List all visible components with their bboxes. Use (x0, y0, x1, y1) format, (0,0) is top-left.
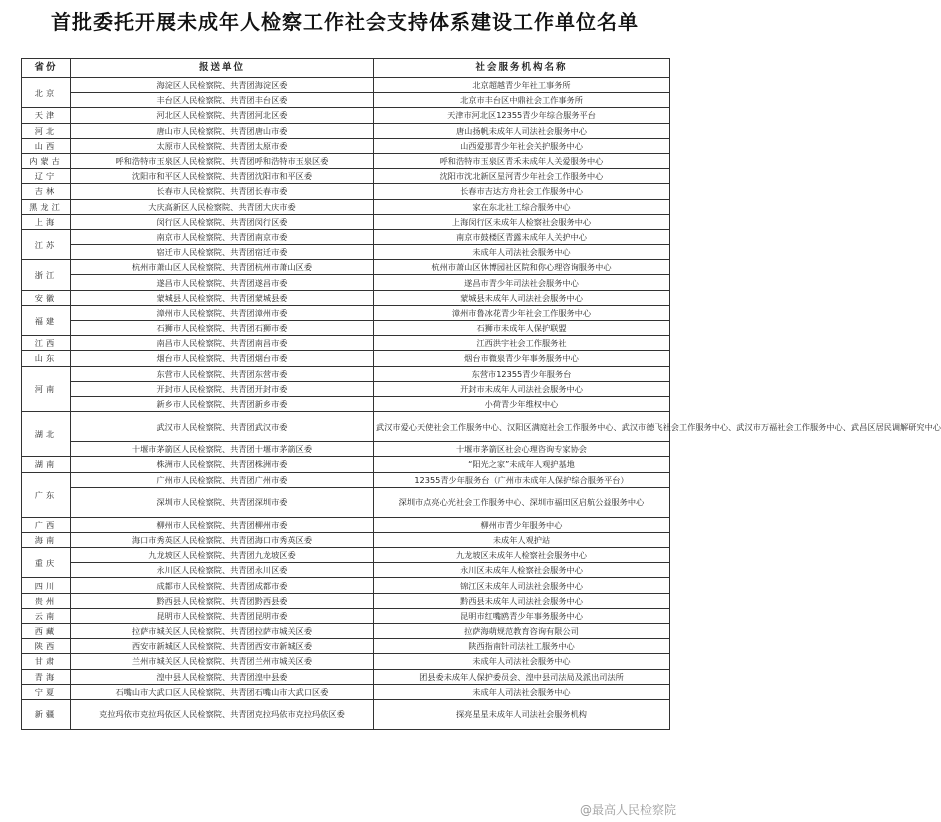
province-cell: 广西 (22, 517, 71, 532)
unit-cell: 南京市人民检察院、共青团南京市委 (71, 229, 374, 244)
table-row (22, 108, 670, 123)
province-cell: 新疆 (22, 699, 71, 729)
org-cell: 永川区未成年人检察社会服务中心 (374, 563, 670, 578)
table-row (22, 548, 670, 563)
table-row (22, 396, 670, 411)
unit-cell: 大庆高新区人民检察院、共青团大庆市委 (71, 199, 374, 214)
unit-list-table (21, 58, 941, 730)
unit-cell: 丰台区人民检察院、共青团丰台区委 (71, 93, 374, 108)
unit-cell: 湟中县人民检察院、共青团湟中县委 (71, 669, 374, 684)
header-unit: 报送单位 (71, 59, 374, 78)
org-cell: 遂昌市青少年司法社会服务中心 (374, 275, 670, 290)
table-row (22, 275, 670, 290)
org-cell: 深圳市点亮心光社会工作服务中心、深圳市福田区启航公益服务中心 (374, 487, 670, 517)
unit-cell: 长春市人民检察院、共青团长春市委 (71, 184, 374, 199)
unit-cell: 遂昌市人民检察院、共青团遂昌市委 (71, 275, 374, 290)
unit-cell: 克拉玛依市克拉玛依区人民检察院、共青团克拉玛依市克拉玛依区委 (71, 699, 374, 729)
table-row (22, 472, 670, 487)
province-cell: 湖南 (22, 457, 71, 472)
org-cell: 长春市吉达方舟社会工作服务中心 (374, 184, 670, 199)
province-cell: 江苏 (22, 229, 71, 259)
unit-cell: 海淀区人民检察院、共青团海淀区委 (71, 78, 374, 93)
province-cell: 山东 (22, 351, 71, 366)
unit-cell: 蒙城县人民检察院、共青团蒙城县委 (71, 290, 374, 305)
table-row (22, 93, 670, 108)
org-cell: 陕西指南针司法社工服务中心 (374, 639, 670, 654)
table-row (22, 563, 670, 578)
org-cell: 唐山扬帆未成年人司法社会服务中心 (374, 123, 670, 138)
province-cell: 重庆 (22, 548, 71, 578)
table-row (22, 669, 670, 684)
table-row (22, 199, 670, 214)
org-cell: 锦江区未成年人司法社会服务中心 (374, 578, 670, 593)
unit-cell: 漳州市人民检察院、共青团漳州市委 (71, 305, 374, 320)
org-cell: 团县委未成年人保护委员会、湟中县司法局及派出司法所 (374, 669, 670, 684)
unit-cell: 杭州市萧山区人民检察院、共青团杭州市萧山区委 (71, 260, 374, 275)
table-row (22, 457, 670, 472)
unit-cell: 成都市人民检察院、共青团成都市委 (71, 578, 374, 593)
province-cell: 上海 (22, 214, 71, 229)
org-cell: 十堰市茅箭区社会心理咨询专家协会 (374, 442, 670, 457)
table-row (22, 153, 670, 168)
unit-cell: 拉萨市城关区人民检察院、共青团拉萨市城关区委 (71, 624, 374, 639)
org-cell: 北京超越青少年社工事务所 (374, 78, 670, 93)
province-cell: 青海 (22, 669, 71, 684)
header-org: 社会服务机构名称 (374, 59, 670, 78)
province-cell: 甘肃 (22, 654, 71, 669)
province-cell: 湖北 (22, 412, 71, 457)
unit-cell: 唐山市人民检察院、共青团唐山市委 (71, 123, 374, 138)
province-cell: 黑龙江 (22, 199, 71, 214)
table-row (22, 381, 670, 396)
org-cell: 昆明市红嘴鸥青少年事务服务中心 (374, 608, 670, 623)
table-body (22, 78, 941, 730)
table-row (22, 321, 670, 336)
unit-cell: 西安市新城区人民检察院、共青团西安市新城区委 (71, 639, 374, 654)
watermark: @最高人民检察院 (579, 803, 676, 817)
org-cell: 未成年人观护站 (374, 532, 670, 547)
org-cell: 小荷青少年维权中心 (374, 396, 670, 411)
org-cell: “阳光之家”未成年人观护基地 (374, 457, 670, 472)
province-cell: 宁夏 (22, 684, 71, 699)
province-cell: 北京 (22, 78, 71, 108)
table-row (22, 654, 670, 669)
unit-cell: 黔西县人民检察院、共青团黔西县委 (71, 593, 374, 608)
table-row (22, 608, 670, 623)
unit-cell: 呼和浩特市玉泉区人民检察院、共青团呼和浩特市玉泉区委 (71, 153, 374, 168)
unit-cell: 昆明市人民检察院、共青团昆明市委 (71, 608, 374, 623)
org-cell: 上海闵行区未成年人检察社会服务中心 (374, 214, 670, 229)
province-cell: 天津 (22, 108, 71, 123)
province-cell: 辽宁 (22, 169, 71, 184)
table-row (22, 517, 670, 532)
table-row (22, 699, 670, 729)
table-row (22, 214, 670, 229)
org-cell: 山西爱那青少年社会关护服务中心 (374, 138, 670, 153)
org-cell: 九龙坡区未成年人检察社会服务中心 (374, 548, 670, 563)
province-cell: 安徽 (22, 290, 71, 305)
province-cell: 贵州 (22, 593, 71, 608)
table-row (22, 351, 670, 366)
table-row (22, 245, 670, 260)
province-cell: 山西 (22, 138, 71, 153)
org-cell: 天津市河北区12355青少年综合服务平台 (374, 108, 670, 123)
unit-cell: 石嘴山市大武口区人民检察院、共青团石嘴山市大武口区委 (71, 684, 374, 699)
unit-cell: 永川区人民检察院、共青团永川区委 (71, 563, 374, 578)
org-cell: 未成年人司法社会服务中心 (374, 654, 670, 669)
org-cell: 12355青少年服务台（广州市未成年人保护综合服务平台） (374, 472, 670, 487)
unit-cell: 闵行区人民检察院、共青团闵行区委 (71, 214, 374, 229)
province-cell: 浙江 (22, 260, 71, 290)
table-row (22, 366, 670, 381)
unit-cell: 十堰市茅箭区人民检察院、共青团十堰市茅箭区委 (71, 442, 374, 457)
org-cell: 拉萨海萌规范教育咨询有限公司 (374, 624, 670, 639)
unit-cell: 深圳市人民检察院、共青团深圳市委 (71, 487, 374, 517)
table-row (22, 487, 670, 517)
table-row (22, 138, 670, 153)
org-cell: 石狮市未成年人保护联盟 (374, 321, 670, 336)
province-cell: 四川 (22, 578, 71, 593)
table-row (22, 184, 670, 199)
province-cell: 内蒙古 (22, 153, 71, 168)
province-cell: 广东 (22, 472, 71, 517)
page-title: 首批委托开展未成年人检察工作社会支持体系建设工作单位名单 (51, 10, 639, 34)
unit-cell: 沈阳市和平区人民检察院、共青团沈阳市和平区委 (71, 169, 374, 184)
org-cell: 呼和浩特市玉泉区青禾未成年人关爱服务中心 (374, 153, 670, 168)
table-row (22, 578, 670, 593)
unit-cell: 烟台市人民检察院、共青团烟台市委 (71, 351, 374, 366)
org-cell: 江西洪宇社会工作服务社 (374, 336, 670, 351)
unit-cell: 九龙坡区人民检察院、共青团九龙坡区委 (71, 548, 374, 563)
unit-cell: 武汉市人民检察院、共青团武汉市委 (71, 412, 374, 442)
unit-cell: 南昌市人民检察院、共青团南昌市委 (71, 336, 374, 351)
province-cell: 江西 (22, 336, 71, 351)
org-cell: 家在东北社工综合服务中心 (374, 199, 670, 214)
table-row (22, 532, 670, 547)
unit-cell: 海口市秀英区人民检察院、共青团海口市秀英区委 (71, 532, 374, 547)
unit-cell: 株洲市人民检察院、共青团株洲市委 (71, 457, 374, 472)
org-cell: 柳州市青少年服务中心 (374, 517, 670, 532)
org-cell: 开封市未成年人司法社会服务中心 (374, 381, 670, 396)
province-cell: 吉林 (22, 184, 71, 199)
unit-cell: 河北区人民检察院、共青团河北区委 (71, 108, 374, 123)
table-row (22, 593, 670, 608)
table-row (22, 78, 670, 93)
province-cell: 河北 (22, 123, 71, 138)
org-cell: 未成年人司法社会服务中心 (374, 245, 670, 260)
org-cell: 南京市鼓楼区青露未成年人关护中心 (374, 229, 670, 244)
org-cell: 蒙城县未成年人司法社会服务中心 (374, 290, 670, 305)
unit-cell: 开封市人民检察院、共青团开封市委 (71, 381, 374, 396)
org-cell: 沈阳市沈北新区星河青少年社会工作服务中心 (374, 169, 670, 184)
org-cell: 武汉市爱心天使社会工作服务中心、汉阳区满庭社会工作服务中心、武汉市德飞社会工作服务中心、武汉市万福社会工作服务中心、武昌区居民调解研究中心 (374, 412, 670, 442)
org-cell: 漳州市鲁冰花青少年社会工作服务中心 (374, 305, 670, 320)
table-row (22, 123, 670, 138)
org-cell: 探亮星星未成年人司法社会服务机构 (374, 699, 670, 729)
table-row (22, 442, 670, 457)
province-cell: 西藏 (22, 624, 71, 639)
org-cell: 烟台市微泉青少年事务服务中心 (374, 351, 670, 366)
province-cell: 云南 (22, 608, 71, 623)
org-cell: 东营市12355青少年服务台 (374, 366, 670, 381)
table-row (22, 639, 670, 654)
table-row (22, 305, 670, 320)
org-cell: 黔西县未成年人司法社会服务中心 (374, 593, 670, 608)
header-province: 省份 (22, 59, 71, 78)
table-row (22, 290, 670, 305)
table-row (22, 624, 670, 639)
table-row (22, 336, 670, 351)
org-cell: 未成年人司法社会服务中心 (374, 684, 670, 699)
province-cell: 陕西 (22, 639, 71, 654)
table-row (22, 169, 670, 184)
org-cell: 杭州市萧山区休博园社区院和你心理咨询服务中心 (374, 260, 670, 275)
unit-cell: 兰州市城关区人民检察院、共青团兰州市城关区委 (71, 654, 374, 669)
unit-cell: 东营市人民检察院、共青团东营市委 (71, 366, 374, 381)
unit-cell: 广州市人民检察院、共青团广州市委 (71, 472, 374, 487)
org-cell: 北京市丰台区中鼎社会工作事务所 (374, 93, 670, 108)
unit-cell: 太原市人民检察院、共青团太原市委 (71, 138, 374, 153)
table-row (22, 229, 670, 244)
table-row (22, 684, 670, 699)
table-row (22, 260, 670, 275)
province-cell: 河南 (22, 366, 71, 412)
unit-cell: 新乡市人民检察院、共青团新乡市委 (71, 396, 374, 411)
unit-cell: 柳州市人民检察院、共青团柳州市委 (71, 517, 374, 532)
unit-cell: 石狮市人民检察院、共青团石狮市委 (71, 321, 374, 336)
province-cell: 福建 (22, 305, 71, 335)
table-header-row (22, 59, 670, 78)
unit-cell: 宿迁市人民检察院、共青团宿迁市委 (71, 245, 374, 260)
province-cell: 海南 (22, 532, 71, 547)
table-row (22, 412, 670, 442)
